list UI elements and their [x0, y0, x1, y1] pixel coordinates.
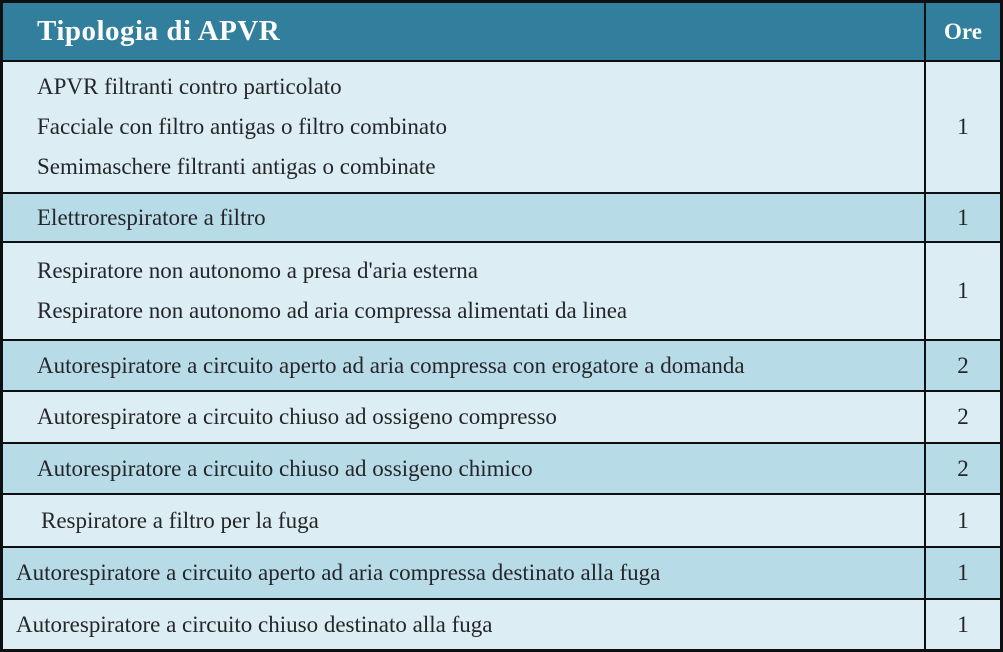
row-description-cell: [3, 392, 926, 442]
row-description-cell: [3, 243, 926, 339]
table-row: [3, 548, 1000, 600]
row-text-line: Semimaschere filtranti antigas o combinate: [37, 154, 436, 179]
table-row: [3, 62, 1000, 194]
row-text-line: Respiratore a filtro per la fuga: [41, 507, 319, 533]
column-header-ore: Ore: [944, 18, 982, 44]
row-ore-value: 1: [957, 611, 969, 637]
row-description-cell: [3, 495, 926, 546]
row-ore-value: 1: [957, 560, 969, 585]
table-row: [3, 243, 1000, 341]
row-description-cell: [3, 194, 926, 241]
row-text-line: Respiratore non autonomo a presa d'aria esterna: [37, 258, 478, 283]
row-ore-value: 2: [957, 352, 969, 378]
table-row: [3, 341, 1000, 392]
row-description-cell: [3, 548, 926, 598]
row-text-line: Respiratore non autonomo ad aria compressa alimentati da linea: [37, 298, 628, 323]
row-description-cell: [3, 600, 926, 649]
row-description-cell: [3, 62, 926, 192]
row-ore-value: 1: [957, 278, 969, 303]
row-text-line: APVR filtranti contro particolato: [37, 74, 342, 99]
row-ore-value: 1: [957, 204, 969, 230]
row-text-line: Elettrorespiratore a filtro: [37, 204, 266, 230]
row-text-line: Autorespiratore a circuito chiuso ad ossigeno chimico: [37, 455, 533, 481]
column-header-tipologia: Tipologia di APVR: [3, 3, 926, 60]
row-text-line: Autorespiratore a circuito chiuso ad ossigeno compresso: [37, 404, 557, 429]
row-description-cell: [3, 444, 926, 493]
row-text-line: Facciale con filtro antigas o filtro combinato: [37, 114, 448, 139]
row-ore-value: 2: [957, 404, 969, 429]
table-header-row: [3, 3, 1000, 62]
row-ore-value: 2: [957, 455, 969, 481]
row-text-line: Autorespiratore a circuito aperto ad aria compressa destinato alla fuga: [16, 560, 661, 585]
table-row: [3, 495, 1000, 548]
table-row: [3, 392, 1000, 444]
row-ore-value: 1: [957, 114, 969, 139]
row-description-cell: [3, 341, 926, 390]
row-text-line: Autorespiratore a circuito aperto ad aria compressa con erogatore a domanda: [37, 352, 745, 378]
table-row: [3, 600, 1000, 649]
table-row: [3, 194, 1000, 243]
table-row: [3, 444, 1000, 495]
row-ore-value: 1: [957, 507, 969, 533]
row-text-line: Autorespiratore a circuito chiuso destinato alla fuga: [16, 611, 493, 637]
